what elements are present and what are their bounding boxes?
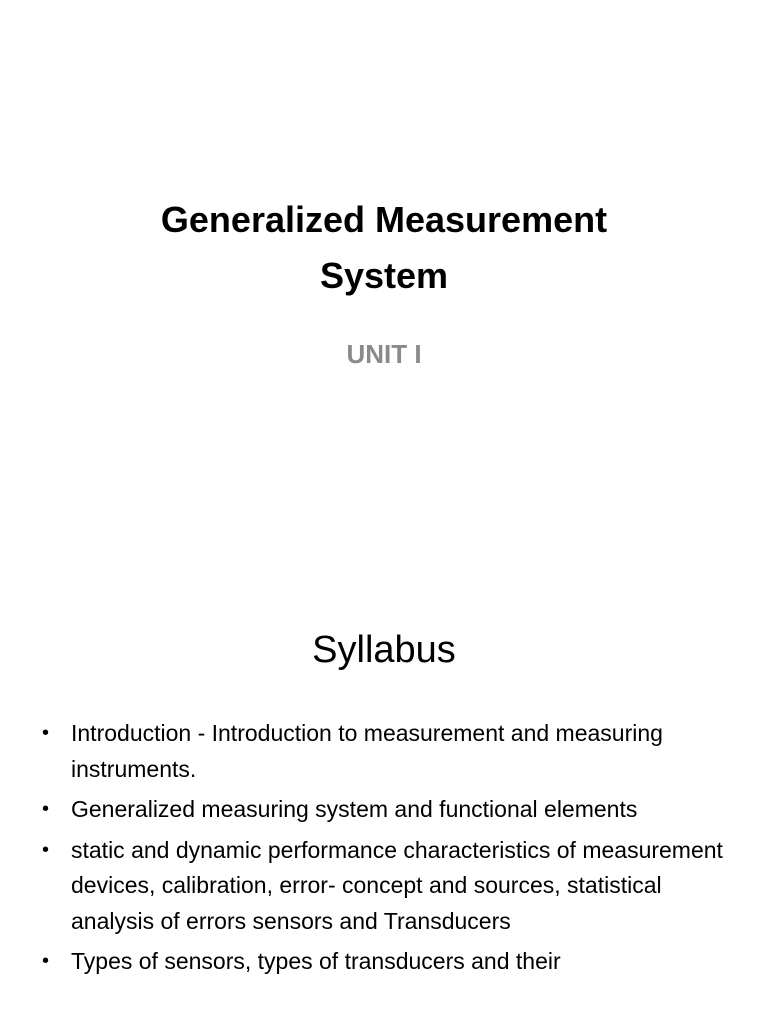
syllabus-slide — [0, 576, 768, 1024]
bullet-item — [40, 833, 730, 940]
bullet-icon: • — [42, 798, 50, 820]
syllabus-bullet-list — [40, 716, 730, 985]
bullet-item — [40, 792, 730, 828]
syllabus-heading: Syllabus — [312, 629, 456, 671]
bullet-item — [40, 716, 730, 787]
slide-title — [84, 192, 684, 304]
bullet-text: Introduction - Introduction to measurement and measuring instruments. — [71, 720, 663, 782]
bullet-text: Generalized measuring system and functional elements — [71, 796, 638, 822]
bullet-text: Types of sensors, types of transducers and their — [71, 948, 561, 974]
bullet-item — [40, 944, 730, 980]
bullet-text: static and dynamic performance characteristics of measurement devices, calibration, error- concept and sources, statistical analysis of errors sensors and Transducers — [71, 836, 723, 934]
slide-subtitle: UNIT I — [346, 339, 422, 369]
bullet-icon: • — [42, 950, 50, 972]
bullet-icon: • — [42, 722, 50, 744]
title-line-1: Generalized Measurement — [160, 199, 608, 240]
bullet-icon: • — [42, 838, 50, 861]
title-line-2: System — [319, 255, 449, 296]
